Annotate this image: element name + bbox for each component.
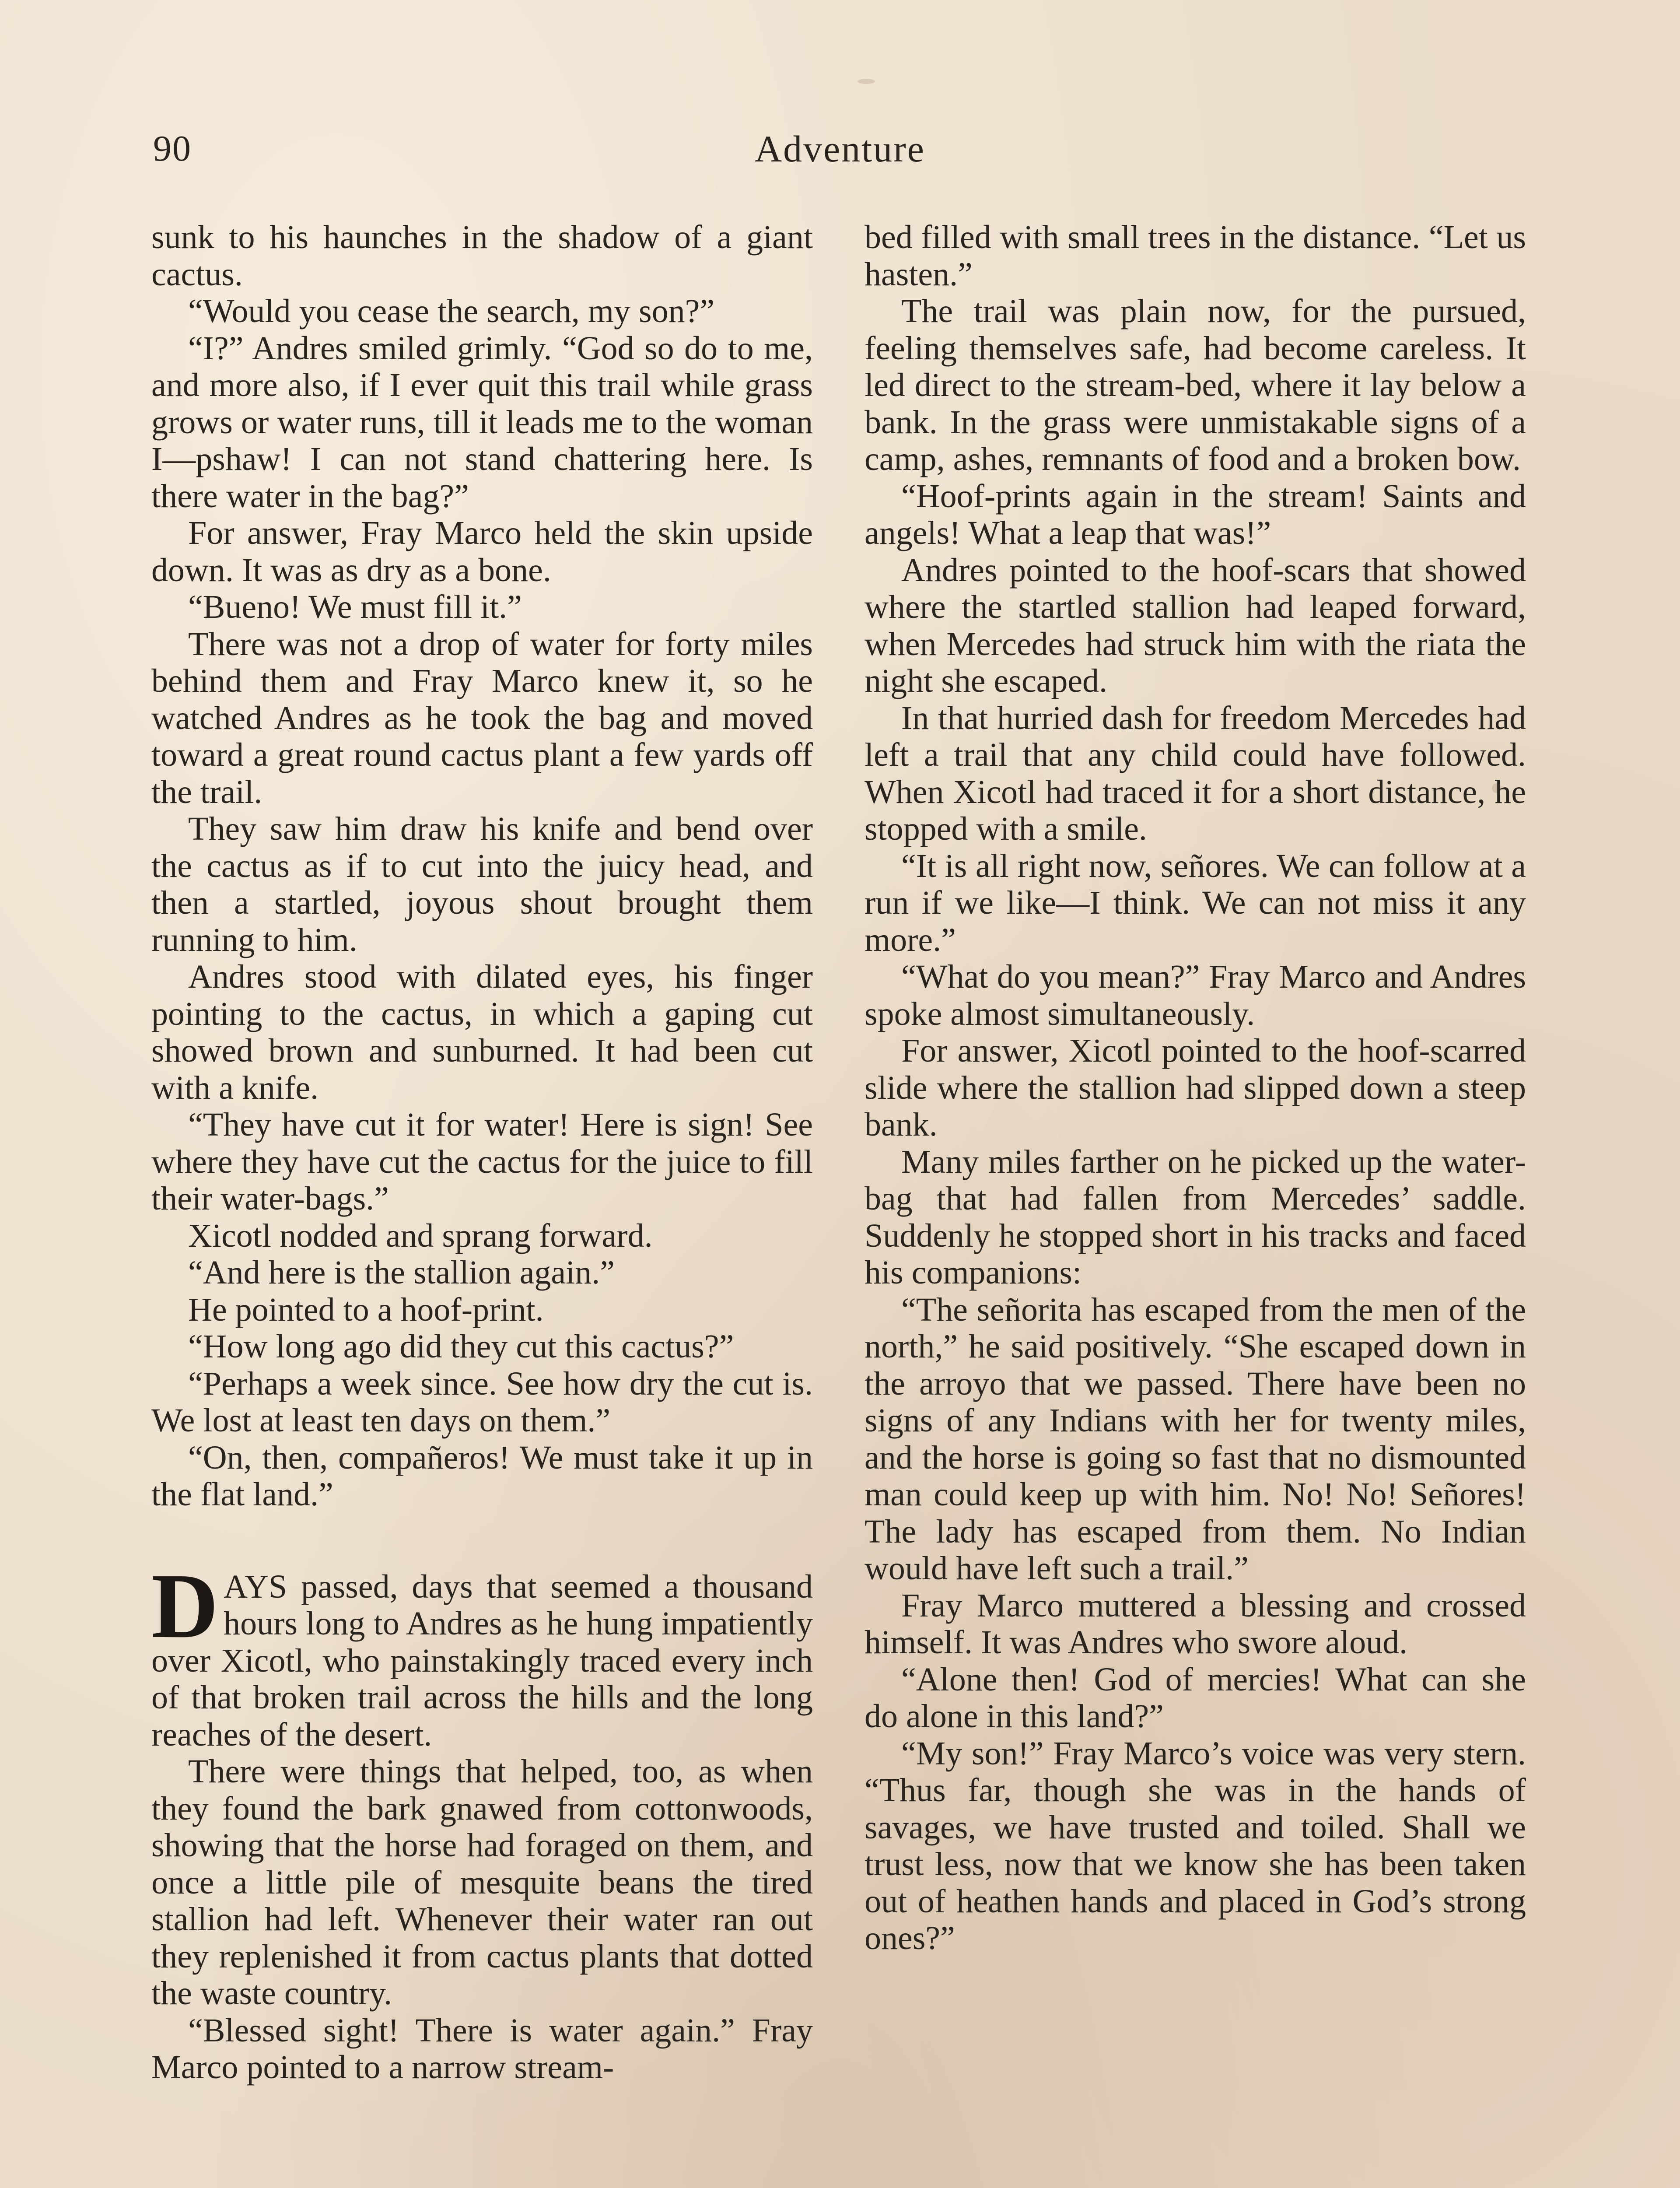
paragraph: Andres stood with dilated eyes, his finger pointing to the cactus, in which a gaping cut showed brown and sunburned. It had been cut with a knife. — [151, 958, 813, 1106]
paragraph: The trail was plain now, for the pursued, feeling themselves safe, had become careless. It led direct to the stream-bed, where it lay below a bank. In the grass were unmistakable signs of a camp, ashes, remnants of food and a broken bow. — [864, 293, 1526, 477]
text-columns — [151, 219, 1530, 2188]
paragraph: Many miles farther on he picked up the water-bag that had fallen from Mercedes’ saddle. Suddenly he stopped short in his tracks and faced his companions: — [864, 1143, 1526, 1291]
paragraph: For answer, Fray Marco held the skin upside down. It was as dry as a bone. — [151, 515, 813, 589]
page-number: 90 — [153, 128, 192, 169]
paragraph: bed filled with small trees in the distance. “Let us hasten.” — [864, 219, 1526, 293]
paragraph: “How long ago did they cut this cactus?” — [188, 1328, 734, 1365]
drop-cap: D — [151, 1554, 219, 1657]
right-column — [864, 219, 1526, 2188]
paragraph: “And here is the stallion again.” — [188, 1254, 615, 1291]
paragraph: “Blessed sight! There is water again.” Fray Marco pointed to a narrow stream- — [151, 2012, 813, 2086]
paragraph: “Hoof-prints again in the stream! Saints and angels! What a leap that was!” — [864, 477, 1526, 551]
paragraph: Xicotl nodded and sprang forward. — [188, 1217, 653, 1254]
paragraph: “Alone then! God of mercies! What can she do alone in this land?” — [864, 1661, 1526, 1735]
paragraph: “It is all right now, señores. We can follow at a run if we like—I think. We can not miss it any more.” — [864, 847, 1526, 958]
paragraph: There were things that helped, too, as when they found the bark gnawed from cottonwoods, showing that the horse had foraged on them, and once a little pile of mesquite beans the tired stallion had left. Whenever their water ran out they replenished it from cactus plants that dotted the waste country. — [151, 1753, 813, 2012]
paragraph: “Perhaps a week since. See how dry the cut is. We lost at least ten days on them.” — [151, 1365, 813, 1439]
paragraph: In that hurried dash for freedom Mercedes had left a trail that any child could have followed. When Xicotl had traced it for a short distance, he stopped with a smile. — [864, 699, 1526, 847]
paragraph: “What do you mean?” Fray Marco and Andres spoke almost simultaneously. — [864, 958, 1526, 1032]
paragraph: “They have cut it for water! Here is sign! See where they have cut the cactus for the juice to fill their water-bags.” — [151, 1106, 813, 1217]
paragraph: There was not a drop of water for forty miles behind them and Fray Marco knew it, so he watched Andres as he took the bag and moved toward a great round cactus plant a few yards off the trail. — [151, 625, 813, 810]
paragraph: They saw him draw his knife and bend over the cactus as if to cut into the juicy head, and then a startled, joyous shout brought them running to him. — [151, 810, 813, 958]
paragraph: Andres pointed to the hoof-scars that showed where the startled stallion had leaped forward, when Mercedes had struck him with the riata the night she escaped. — [864, 551, 1526, 699]
section-gap — [151, 1513, 813, 1568]
paper-stain — [858, 79, 875, 84]
paragraph: sunk to his haunches in the shadow of a giant cactus. — [151, 219, 813, 293]
paragraph: “Bueno! We must fill it.” — [188, 589, 522, 625]
paragraph: Fray Marco muttered a blessing and crossed himself. It was Andres who swore aloud. — [864, 1587, 1526, 1661]
paragraph: He pointed to a hoof-print. — [188, 1291, 544, 1328]
paragraph: “I?” Andres smiled grimly. “God so do to me, and more also, if I ever quit this trail while grass grows or water runs, till it leads me to the woman I—pshaw! I can not stand chattering here. Is there water in the bag?” — [151, 330, 813, 515]
running-head — [153, 125, 1527, 177]
paragraph: “The señorita has escaped from the men of the north,” he said positively. “She escaped down in the arroyo that we passed. There have been no signs of any Indians with her for twenty miles, and the horse is going so fast that no dismounted man could keep up with him. No! No! Señores! The lady has escaped from them. No Indian would have left such a trail.” — [864, 1291, 1526, 1587]
left-column — [151, 219, 813, 2188]
paragraph: “On, then, compañeros! We must take it up in the flat land.” — [151, 1439, 813, 1513]
magazine-title: Adventure — [755, 128, 925, 170]
paragraph: “Would you cease the search, my son?” — [188, 293, 715, 330]
paragraph: For answer, Xicotl pointed to the hoof-scarred slide where the stallion had slipped down a steep bank. — [864, 1032, 1526, 1143]
section-opening-text: AYS passed, days that seemed a thousand hours long to Andres as he hung impatiently over Xicotl, who painstakingly traced every inch of that broken trail across the hills and the long reaches of the desert. — [151, 1568, 813, 1753]
section-opening-paragraph — [151, 1554, 813, 1753]
paragraph: “My son!” Fray Marco’s voice was very stern. “Thus far, though she was in the hands of savages, we have trusted and toiled. Shall we trust less, now that we know she has been taken out of heathen hands and placed in God’s strong ones?” — [864, 1735, 1526, 1957]
